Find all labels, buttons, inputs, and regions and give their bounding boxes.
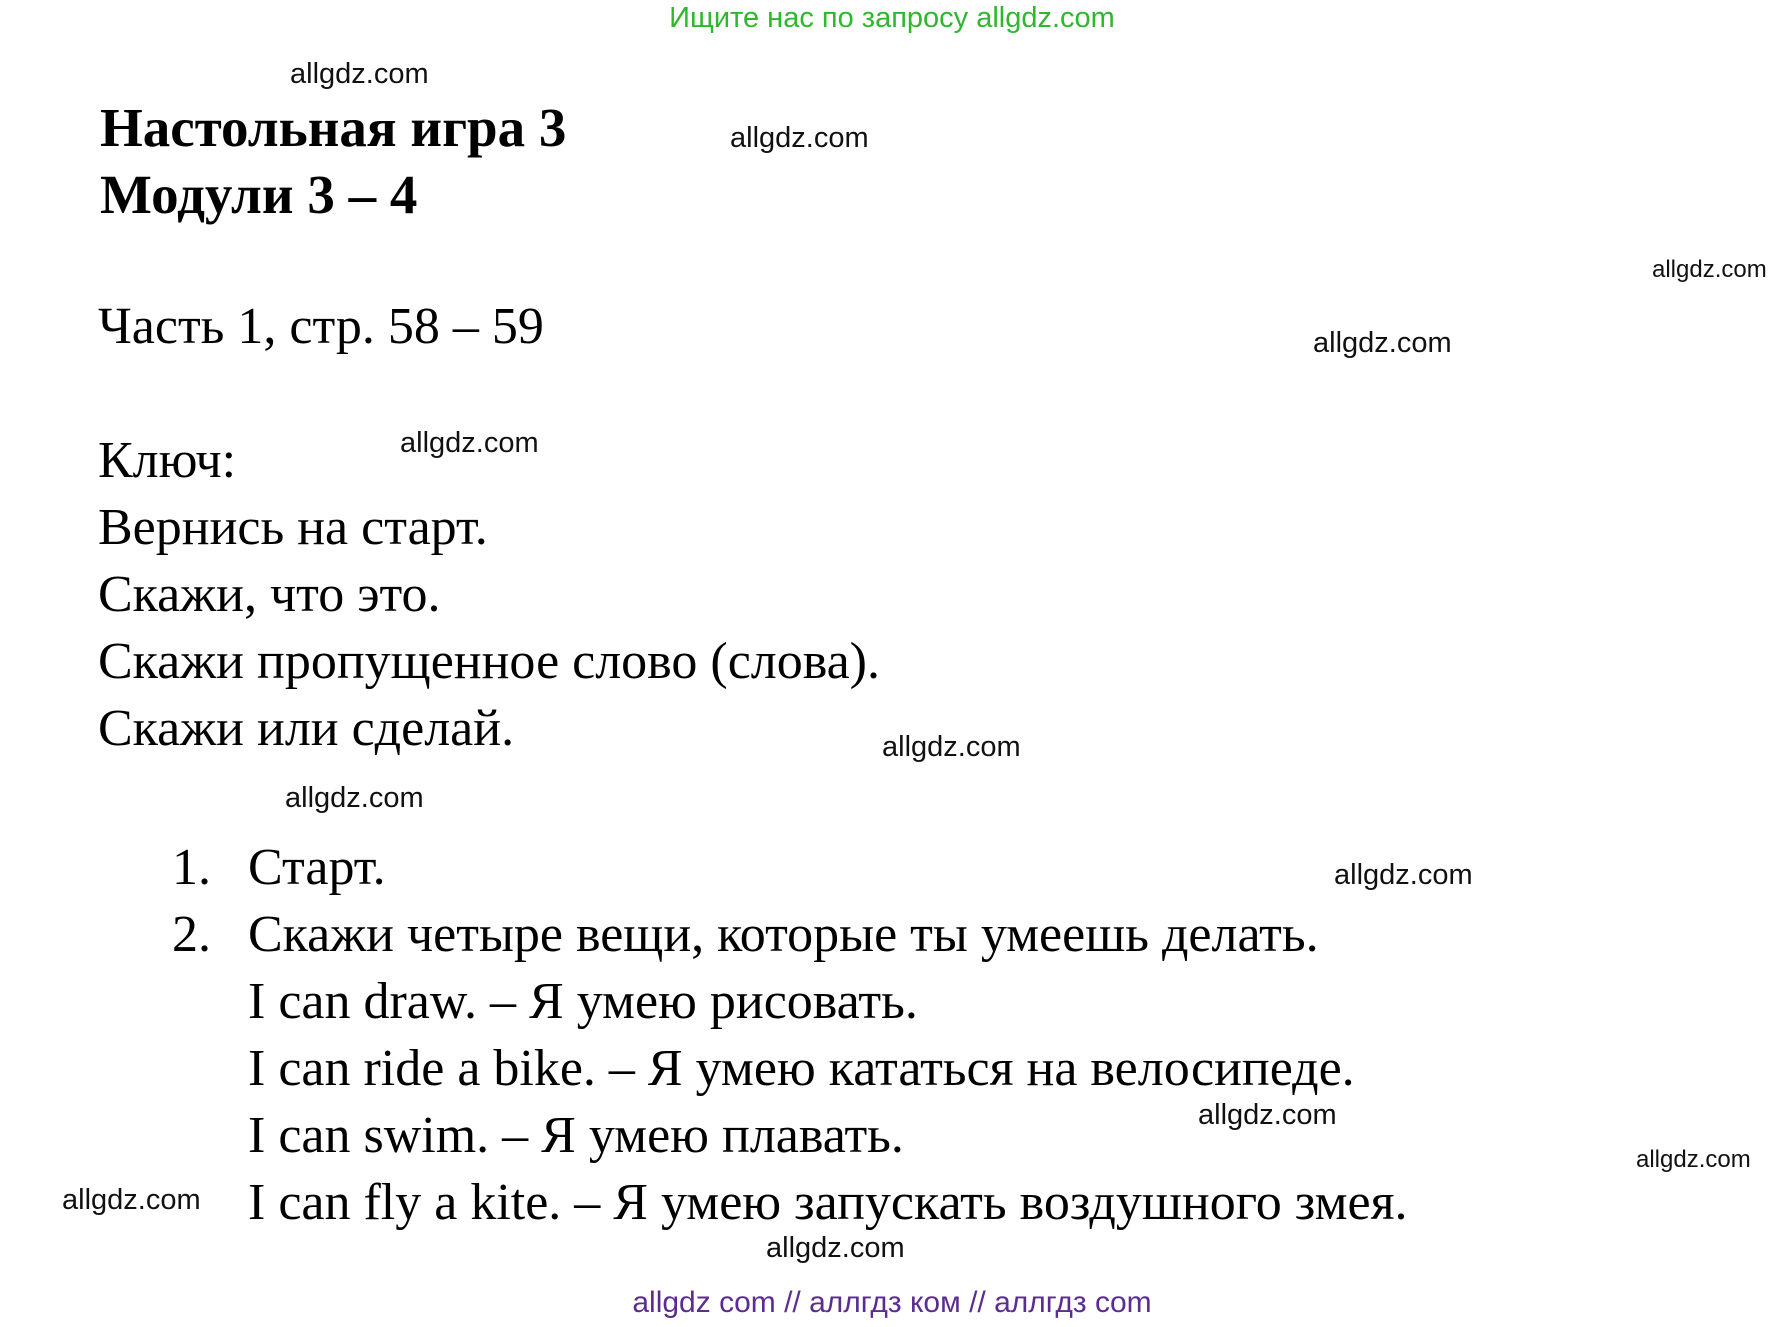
watermark: allgdz.com xyxy=(400,427,539,459)
key-line: Скажи пропущенное слово (слова). xyxy=(98,633,880,690)
answer-line: I can swim. – Я умею плавать. xyxy=(248,1107,904,1164)
key-line: Скажи, что это. xyxy=(98,566,441,623)
page-title: Настольная игра 3 xyxy=(100,97,567,158)
list-item: Старт. xyxy=(248,839,386,896)
answer-line: I can ride a bike. – Я умею кататься на велосипеде. xyxy=(248,1040,1355,1097)
list-number: 1. xyxy=(172,839,211,896)
page-subtitle: Модули 3 – 4 xyxy=(100,164,418,225)
key-label: Ключ: xyxy=(98,432,237,489)
watermark: allgdz.com xyxy=(1313,327,1452,359)
watermark: allgdz.com xyxy=(766,1232,905,1264)
answer-line: I can draw. – Я умею рисовать. xyxy=(248,973,918,1030)
watermark: allgdz.com xyxy=(62,1184,201,1216)
part-line: Часть 1, стр. 58 – 59 xyxy=(98,298,544,355)
list-item: Скажи четыре вещи, которые ты умеешь делать. xyxy=(248,906,1319,963)
watermark: allgdz.com xyxy=(1636,1146,1751,1173)
watermark: allgdz.com xyxy=(1334,859,1473,891)
bottom-banner: allgdz com // аллгдз ком // аллгдз com xyxy=(632,1286,1152,1319)
list-number: 2. xyxy=(172,906,211,963)
answer-line: I can fly a kite. – Я умею запускать воздушного змея. xyxy=(248,1174,1408,1231)
watermark: allgdz.com xyxy=(290,58,429,90)
watermark: allgdz.com xyxy=(1198,1099,1337,1131)
watermark: allgdz.com xyxy=(285,782,424,814)
key-line: Вернись на старт. xyxy=(98,499,488,556)
watermark: allgdz.com xyxy=(730,122,869,154)
watermark: allgdz.com xyxy=(1652,256,1767,283)
top-banner: Ищите нас по запросу allgdz.com xyxy=(669,2,1115,34)
watermark: allgdz.com xyxy=(882,731,1021,763)
key-line: Скажи или сделай. xyxy=(98,700,515,757)
